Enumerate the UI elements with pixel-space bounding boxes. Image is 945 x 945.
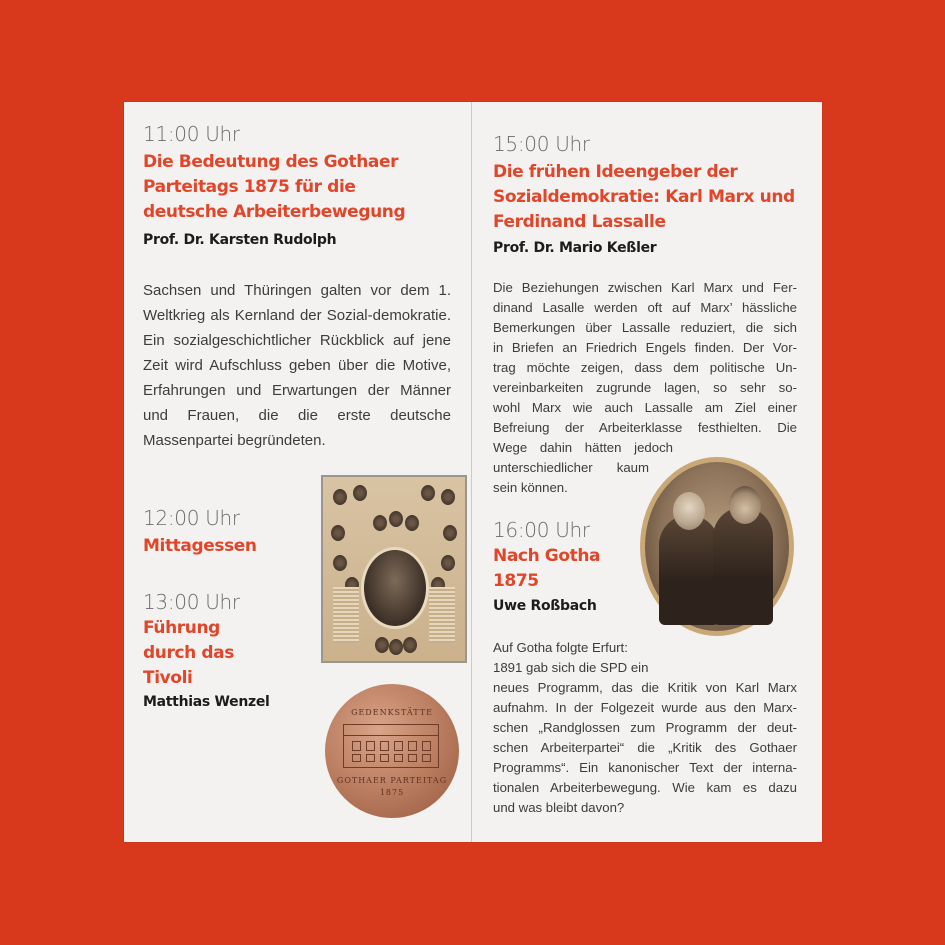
window bbox=[394, 754, 403, 762]
portrait-face bbox=[331, 525, 345, 541]
title-line: Führung bbox=[143, 618, 220, 638]
text-line: Programms“. Ein kanonischer Text der interna- bbox=[493, 760, 797, 775]
window bbox=[408, 754, 417, 762]
window bbox=[366, 754, 375, 762]
title-line: Mittagessen bbox=[143, 536, 257, 556]
portrait-face bbox=[375, 637, 389, 653]
portrait-face bbox=[333, 489, 347, 505]
title-line: 1875 bbox=[493, 571, 539, 591]
session-speaker: Matthias Wenzel bbox=[143, 694, 270, 710]
names-list bbox=[333, 587, 359, 643]
title-line: Nach Gotha bbox=[493, 546, 601, 566]
text-line: schen „Randglossen zum Programm der deut- bbox=[493, 720, 797, 735]
window bbox=[394, 741, 403, 751]
program-flyer-page bbox=[124, 102, 822, 842]
text-line: Auf Gotha folgte Erfurt: bbox=[493, 640, 628, 655]
title-line: durch das bbox=[143, 643, 234, 663]
text-line: unterschiedlicher kaum bbox=[493, 460, 649, 475]
portrait-face bbox=[389, 511, 403, 527]
portrait-face bbox=[421, 485, 435, 501]
title-line: deutsche Arbeiterbewegung bbox=[143, 202, 406, 222]
session-title bbox=[493, 160, 803, 235]
text-line: 1891 gab sich die SPD ein bbox=[493, 660, 649, 675]
window bbox=[352, 741, 361, 751]
text-line: trag möchte zeigen, dass dem politische Un- bbox=[493, 360, 797, 375]
building-engraving bbox=[343, 724, 439, 768]
session-speaker: Prof. Dr. Karsten Rudolph bbox=[143, 232, 337, 248]
commemorative-medal-image bbox=[325, 684, 459, 818]
text-line: und was bleibt davon? bbox=[493, 800, 625, 815]
marx-lassalle-portrait-image bbox=[640, 457, 794, 636]
text-line: vereinbarkeiten zugrunde lagen, so sehr so- bbox=[493, 380, 797, 395]
session-title bbox=[143, 616, 234, 691]
portrait-face bbox=[441, 555, 455, 571]
window bbox=[422, 754, 431, 762]
window bbox=[380, 754, 389, 762]
window bbox=[422, 741, 431, 751]
central-portrait-oval bbox=[361, 547, 429, 629]
session-speaker: Prof. Dr. Mario Keßler bbox=[493, 240, 657, 256]
session-time: 12:00 Uhr bbox=[143, 506, 240, 530]
session-title bbox=[143, 534, 257, 559]
portrait-face bbox=[333, 555, 347, 571]
head-marx bbox=[673, 492, 705, 530]
text-line: neues Programm, das die Kritik von Karl Marx bbox=[493, 680, 797, 695]
medal-inscription-top: GEDENKSTÄTTE bbox=[351, 708, 433, 717]
session-time: 15:00 Uhr bbox=[493, 132, 590, 156]
session-title bbox=[493, 544, 600, 594]
figure-lassalle bbox=[713, 507, 773, 625]
window bbox=[366, 741, 375, 751]
title-line: Tivoli bbox=[143, 668, 193, 688]
text-line: aufnahm. In der Folgezeit wurde aus den Marx- bbox=[493, 700, 797, 715]
medal-inscription-bottom: GOTHAER PARTEITAG bbox=[336, 776, 448, 785]
window bbox=[380, 741, 389, 751]
text-line: schen Arbeiterpartei“ die „Kritik des Gothaer bbox=[493, 740, 797, 755]
medal-year: 1875 bbox=[379, 788, 405, 797]
title-line: Sozialdemokratie: Karl Marx und bbox=[493, 187, 795, 207]
text-line: tionalen Arbeiterbewegung. Wie kam es dazu bbox=[493, 780, 797, 795]
portrait-face bbox=[441, 489, 455, 505]
text-line: sein können. bbox=[493, 480, 568, 495]
session-description bbox=[493, 278, 797, 498]
figure-marx bbox=[659, 515, 719, 625]
title-line: Die Bedeutung des Gothaer bbox=[143, 152, 399, 172]
session-time: 13:00 Uhr bbox=[143, 590, 240, 614]
session-description: Sachsen und Thüringen galten vor dem 1. Weltkrieg als Kernland der Sozial-demokratie. Ein sozialgeschichtlicher Rückblick auf jene Zeit wird Aufschluss geben über die Motive, Erfahrungen und Erwartungen der Männer und Frauen, die die erste deutsche Massenpartei begründeten. bbox=[143, 282, 451, 449]
text-line: Befreiung der Arbeiterklasse festhielten. Die bbox=[493, 420, 797, 435]
title-line: Die frühen Ideengeber der bbox=[493, 162, 738, 182]
portrait-face bbox=[389, 639, 403, 655]
portrait-face bbox=[353, 485, 367, 501]
text-line: in Briefen an Friedrich Engels finden. Der Vor- bbox=[493, 340, 797, 355]
historic-party-poster-image bbox=[321, 475, 467, 663]
portrait-face bbox=[403, 637, 417, 653]
names-list bbox=[429, 587, 455, 643]
text-line: dinand Lasalle werden oft auf Marx’ hässliche bbox=[493, 300, 797, 315]
session-time: 16:00 Uhr bbox=[493, 518, 590, 542]
text-line: Bemerkungen über Lassalle reduziert, die sich bbox=[493, 320, 797, 335]
title-line: Parteitags 1875 für die bbox=[143, 177, 356, 197]
text-line: Wege dahin hätten jedoch bbox=[493, 440, 673, 455]
fold-divider bbox=[471, 102, 472, 842]
portrait-face bbox=[405, 515, 419, 531]
text-line: Die Beziehungen zwischen Karl Marx und Fer- bbox=[493, 280, 797, 295]
text-line: wohl Marx wie auch Lassalle am Ziel einer bbox=[493, 400, 797, 415]
head-lassalle bbox=[729, 486, 761, 524]
window bbox=[352, 754, 361, 762]
title-line: Ferdinand Lassalle bbox=[493, 212, 666, 232]
session-title bbox=[143, 150, 453, 225]
portrait-face bbox=[443, 525, 457, 541]
window bbox=[408, 741, 417, 751]
session-time: 11:00 Uhr bbox=[143, 122, 240, 146]
portrait-face bbox=[373, 515, 387, 531]
session-description bbox=[493, 638, 797, 818]
session-speaker: Uwe Roßbach bbox=[493, 598, 597, 614]
